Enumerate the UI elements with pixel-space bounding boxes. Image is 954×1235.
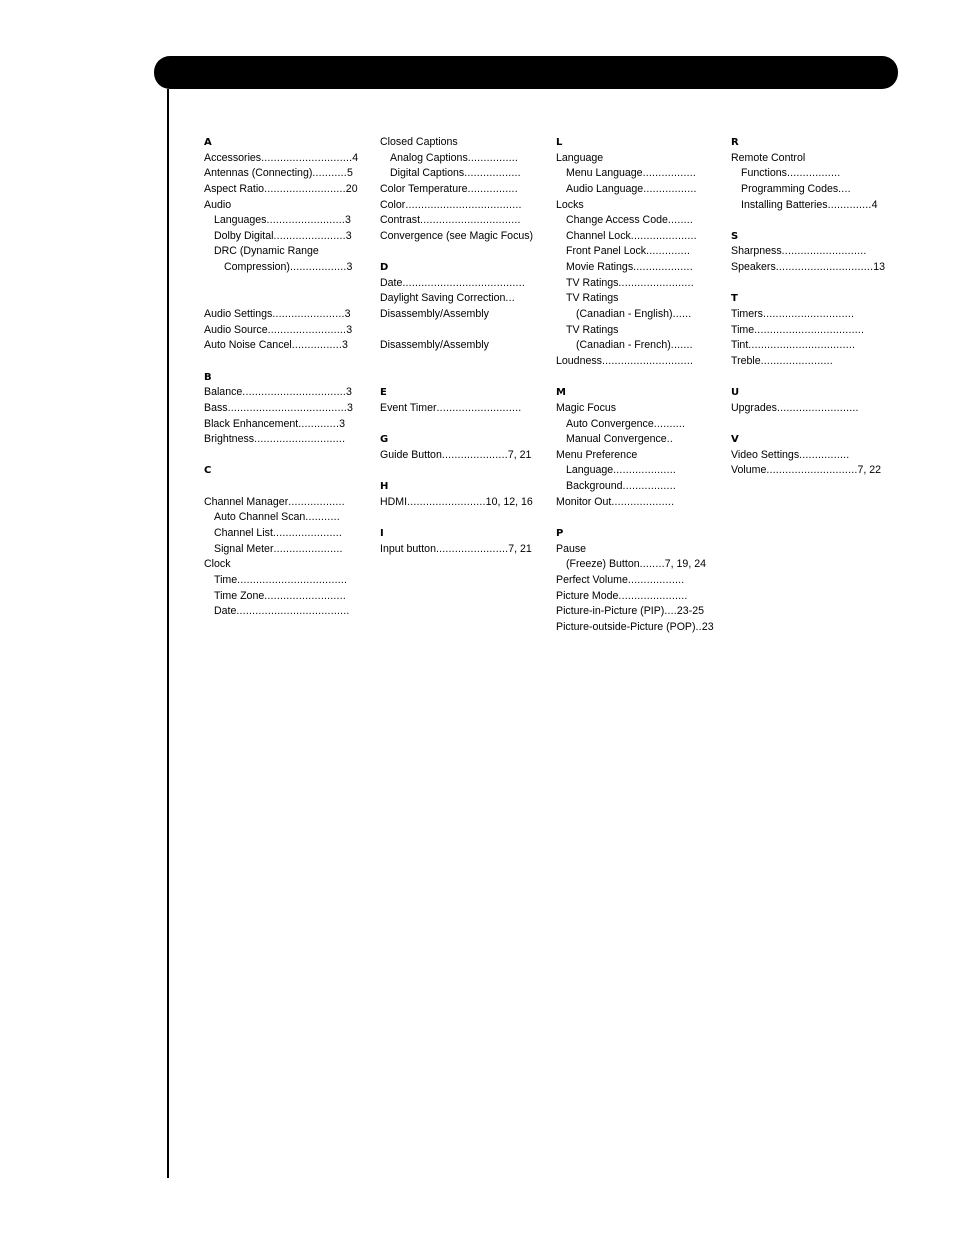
dot-leader: ..................	[464, 167, 521, 180]
index-entry	[204, 182, 374, 198]
index-subentry	[556, 338, 726, 354]
index-term: Pause	[556, 542, 587, 555]
index-term: (Canadian - French)	[576, 339, 671, 352]
index-spacer	[380, 323, 550, 339]
index-page-numbers: 4	[871, 198, 878, 211]
index-term: Guide Button	[380, 448, 442, 461]
index-term: Sharpness	[731, 245, 782, 258]
dot-leader: ...........................	[436, 401, 522, 414]
left-margin-rule	[167, 89, 169, 1178]
index-term: Disassembly/Assembly	[380, 339, 489, 352]
index-term: Channel Lock	[566, 229, 631, 242]
index-entry	[380, 182, 550, 198]
index-term: Compression)	[224, 261, 290, 274]
dot-leader: .......................	[273, 229, 346, 242]
index-term: Languages	[214, 214, 267, 227]
index-term: Event Timer	[380, 401, 437, 414]
index-spacer	[380, 354, 550, 370]
dot-leader: ........	[667, 214, 694, 227]
index-term: Date	[214, 605, 237, 618]
index-entry	[731, 338, 901, 354]
index-entry	[556, 448, 726, 464]
index-term: Clock	[204, 558, 231, 571]
dot-leader: .......................	[272, 308, 345, 321]
index-term: Picture Mode	[556, 589, 619, 602]
index-term: Disassembly/Assembly	[380, 308, 489, 321]
index-term: Input button	[380, 542, 436, 555]
index-entry	[556, 542, 726, 558]
index-entry	[380, 338, 550, 354]
index-term: Background	[566, 480, 623, 493]
dot-leader: ....................................	[236, 605, 350, 618]
index-letter-heading: G	[380, 434, 389, 446]
dot-leader: ................	[467, 182, 518, 195]
index-term: Contrast	[380, 214, 421, 227]
dot-leader: ...................................	[237, 573, 348, 586]
index-subentry	[731, 166, 901, 182]
dot-leader: .........................	[267, 323, 347, 336]
index-term: Digital Captions	[390, 167, 465, 180]
index-term: (Canadian - English)	[576, 308, 673, 321]
index-spacer	[380, 244, 550, 260]
index-letter-heading: P	[556, 528, 564, 540]
index-page-numbers: 3	[346, 323, 353, 336]
index-entry	[556, 573, 726, 589]
index-spacer	[204, 291, 374, 307]
index-letter-heading: C	[204, 465, 212, 477]
index-column-3	[556, 135, 726, 636]
dot-leader: ..	[666, 433, 673, 446]
index-term: Menu Preference	[556, 448, 638, 461]
index-term: Analog Captions	[390, 151, 468, 164]
index-term: Picture-in-Picture (PIP)	[556, 605, 665, 618]
index-page-numbers: 7, 21	[507, 448, 532, 461]
index-letter-heading: I	[380, 528, 384, 540]
index-term: Movie Ratings	[566, 261, 634, 274]
dot-leader: .....................	[441, 448, 508, 461]
index-column-1	[204, 135, 374, 620]
index-column-2	[380, 135, 550, 557]
index-term: Volume	[731, 464, 767, 477]
index-term: Auto Noise Cancel	[204, 339, 292, 352]
index-term: DRC (Dynamic Range	[214, 245, 319, 258]
index-entry	[204, 432, 374, 448]
index-entry	[556, 589, 726, 605]
dot-leader: .......................	[435, 542, 509, 555]
dot-leader: .............................	[601, 354, 694, 367]
dot-leader: ..........................	[776, 401, 859, 414]
header-bar	[154, 56, 898, 89]
index-term: Channel List	[214, 527, 273, 540]
index-spacer	[556, 510, 726, 526]
index-spacer	[380, 370, 550, 386]
index-letter-heading: S	[731, 230, 739, 242]
index-page-numbers: 3	[345, 214, 351, 227]
index-spacer	[204, 479, 374, 495]
index-term: Audio Language	[566, 182, 644, 195]
dot-leader: .......................	[760, 354, 833, 367]
index-subentry	[556, 323, 726, 339]
index-term: Magic Focus	[556, 401, 617, 414]
dot-leader: .................	[643, 182, 697, 195]
index-term: Speakers	[731, 261, 776, 274]
dot-leader: ...	[505, 292, 515, 305]
index-subentry	[204, 542, 374, 558]
index-term: Timers	[731, 308, 763, 321]
index-subentry	[556, 276, 726, 292]
index-entry	[204, 151, 374, 167]
dot-leader: ......................	[273, 542, 343, 555]
dot-leader: .......	[670, 339, 693, 352]
dot-leader: ................................	[420, 214, 521, 227]
index-page-numbers: 3	[346, 261, 353, 274]
index-entry	[556, 604, 726, 620]
dot-leader: ..................	[627, 573, 685, 586]
index-term: Menu Language	[566, 167, 643, 180]
index-page-numbers: 3	[346, 386, 352, 399]
index-spacer	[380, 510, 550, 526]
index-subentry	[556, 432, 726, 448]
index-entry	[731, 463, 901, 479]
index-term: Brightness	[204, 433, 255, 446]
index-entry	[556, 198, 726, 214]
index-entry	[380, 448, 550, 464]
index-term: Signal Meter	[214, 542, 274, 555]
index-entry	[204, 385, 374, 401]
dot-leader: .......................................	[402, 276, 525, 289]
index-subentry	[380, 166, 550, 182]
index-term: Audio Settings	[204, 308, 273, 321]
index-subentry	[204, 213, 374, 229]
dot-leader: ................	[291, 339, 343, 352]
index-column-4	[731, 135, 901, 479]
index-letter-heading: V	[731, 434, 739, 446]
index-entry	[204, 307, 374, 323]
dot-leader: ......	[672, 308, 692, 321]
dot-leader: ....	[838, 182, 851, 195]
index-page-numbers: 7, 19, 24	[664, 558, 706, 571]
index-page-numbers: 3	[347, 401, 353, 414]
index-page-numbers: 23	[701, 620, 714, 633]
dot-leader: .............................	[254, 433, 346, 446]
dot-leader: .............................	[766, 464, 858, 477]
index-term: Video Settings	[731, 448, 800, 461]
index-spacer	[731, 370, 901, 386]
index-term: Upgrades	[731, 401, 777, 414]
index-subentry	[556, 166, 726, 182]
index-subentry	[204, 604, 374, 620]
dot-leader: .........................	[407, 495, 486, 508]
index-term: Time Zone	[214, 589, 265, 602]
dot-leader: ...........	[305, 511, 340, 524]
index-letter-heading: L	[556, 137, 563, 148]
index-term: Audio Source	[204, 323, 268, 336]
index-term: Installing Batteries	[741, 198, 828, 211]
dot-leader: ..........................	[264, 182, 346, 195]
index-entry	[204, 198, 374, 214]
index-page-numbers: 13	[873, 261, 886, 274]
index-term: Auto Channel Scan	[214, 511, 306, 524]
index-term: Daylight Saving Correction	[380, 292, 506, 305]
index-entry	[204, 557, 374, 573]
dot-leader: ..........	[653, 417, 686, 430]
index-term: Color Temperature	[380, 182, 468, 195]
dot-leader: .....................	[630, 229, 697, 242]
index-letter-heading: A	[204, 137, 212, 148]
index-term: Dolby Digital	[214, 229, 274, 242]
index-term: Loudness	[556, 354, 602, 367]
index-letter-heading: D	[380, 262, 389, 274]
dot-leader: ......................	[272, 527, 343, 540]
index-term: Locks	[556, 198, 584, 211]
dot-leader: ................	[799, 448, 850, 461]
index-spacer	[731, 417, 901, 433]
index-term: Change Access Code	[566, 214, 668, 227]
index-term: Time	[214, 573, 238, 586]
index-subentry	[731, 182, 901, 198]
index-entry	[380, 401, 550, 417]
index-term: Black Enhancement	[204, 417, 299, 430]
index-letter-heading: B	[204, 371, 212, 383]
index-spacer	[556, 370, 726, 386]
index-spacer	[380, 417, 550, 433]
dot-leader: ...................	[633, 261, 693, 274]
dot-leader: ....................	[611, 495, 675, 508]
index-entry	[556, 495, 726, 511]
index-subentry	[380, 151, 550, 167]
index-subentry	[556, 244, 726, 260]
index-subentry	[204, 229, 374, 245]
index-page-numbers: 20	[345, 182, 358, 195]
index-letter-heading: T	[731, 293, 738, 305]
dot-leader: ........	[639, 558, 665, 571]
index-entry	[204, 495, 374, 511]
index-entry	[204, 323, 374, 339]
dot-leader: ..................	[289, 261, 347, 274]
index-subentry	[556, 182, 726, 198]
index-term: TV Ratings	[566, 323, 619, 336]
index-page-numbers: 7, 22	[857, 464, 882, 477]
index-subentry	[556, 291, 726, 307]
index-entry	[731, 323, 901, 339]
dot-leader: ...............................	[775, 261, 874, 274]
index-subentry	[556, 229, 726, 245]
index-subentry	[204, 510, 374, 526]
index-page-numbers: 5	[346, 167, 353, 180]
index-subentry	[556, 463, 726, 479]
index-term: Channel Manager	[204, 495, 289, 508]
index-entry	[380, 291, 550, 307]
index-entry	[204, 417, 374, 433]
dot-leader: .............	[298, 417, 340, 430]
index-term: Audio	[204, 198, 232, 211]
index-term: Functions	[741, 167, 787, 180]
index-entry	[380, 307, 550, 323]
index-entry	[731, 401, 901, 417]
dot-leader: .................	[786, 167, 841, 180]
index-term: Monitor Out	[556, 495, 612, 508]
dot-leader: .............................	[261, 151, 353, 164]
dot-leader: ..........................	[264, 589, 346, 602]
dot-leader: .........................	[266, 214, 346, 227]
index-page-numbers: 3	[342, 339, 348, 352]
index-term: Color	[380, 198, 406, 211]
index-term: Bass	[204, 401, 228, 414]
index-subentry	[204, 526, 374, 542]
index-term: Remote Control	[731, 151, 806, 164]
index-term: Auto Convergence	[566, 417, 654, 430]
index-subentry	[556, 557, 726, 573]
index-page-numbers: 4	[352, 151, 359, 164]
index-entry	[204, 338, 374, 354]
dot-leader: ..................	[288, 495, 345, 508]
dot-leader: ......................................	[227, 401, 348, 414]
index-entry	[380, 135, 550, 151]
index-subentry	[204, 260, 374, 276]
index-page-numbers: 23-25	[676, 605, 705, 618]
index-term: (Freeze) Button	[566, 558, 640, 571]
index-term: Language	[566, 464, 614, 477]
index-entry	[204, 166, 374, 182]
dot-leader: ....................	[613, 464, 677, 477]
dot-leader: .................................	[242, 386, 347, 399]
index-subentry	[204, 573, 374, 589]
index-term: Convergence (see Magic Focus)	[380, 229, 534, 242]
index-entry	[204, 401, 374, 417]
index-entry	[380, 276, 550, 292]
index-subentry	[204, 589, 374, 605]
index-spacer	[204, 448, 374, 464]
index-entry	[731, 244, 901, 260]
index-term: Picture-outside-Picture (POP)	[556, 620, 696, 633]
index-term: HDMI	[380, 495, 408, 508]
index-spacer	[731, 276, 901, 292]
index-entry	[556, 620, 726, 636]
index-term: Time	[731, 323, 755, 336]
index-entry	[380, 198, 550, 214]
dot-leader: ...................................	[754, 323, 865, 336]
index-letter-heading: R	[731, 137, 739, 148]
index-entry	[731, 448, 901, 464]
index-spacer	[204, 276, 374, 292]
index-subentry	[556, 417, 726, 433]
index-page-numbers: 7, 21	[508, 542, 532, 555]
index-term: Language	[556, 151, 604, 164]
index-term: Balance	[204, 386, 243, 399]
index-term: Tint	[731, 339, 749, 352]
index-page-numbers: 3	[344, 308, 351, 321]
index-entry	[380, 213, 550, 229]
index-letter-heading: U	[731, 387, 740, 399]
index-subentry	[556, 479, 726, 495]
index-term: Accessories	[204, 151, 262, 164]
index-entry	[556, 151, 726, 167]
index-entry	[380, 495, 550, 511]
index-term: Front Panel Lock	[566, 245, 647, 258]
index-subentry	[556, 213, 726, 229]
dot-leader: .................	[622, 480, 676, 493]
index-entry	[380, 229, 550, 245]
dot-leader: ..............	[646, 245, 691, 258]
index-term: Date	[380, 276, 403, 289]
index-term: Programming Codes	[741, 182, 839, 195]
index-letter-heading: H	[380, 481, 389, 493]
index-subentry	[204, 244, 374, 260]
dot-leader: ...........................	[781, 245, 867, 258]
dot-leader: ..................................	[748, 339, 856, 352]
index-page-numbers: 3	[345, 229, 352, 242]
index-term: TV Ratings	[566, 276, 619, 289]
index-subentry	[556, 307, 726, 323]
index-subentry	[731, 198, 901, 214]
dot-leader: ................	[467, 151, 519, 164]
dot-leader: ..............	[827, 198, 872, 211]
index-term: Treble	[731, 354, 761, 367]
dot-leader: ..	[695, 620, 702, 633]
index-entry	[731, 354, 901, 370]
dot-leader: ....	[664, 605, 677, 618]
index-spacer	[731, 213, 901, 229]
index-subentry	[556, 260, 726, 276]
dot-leader: ........................	[618, 276, 694, 289]
index-entry	[731, 260, 901, 276]
dot-leader: .............................	[762, 308, 855, 321]
index-entry	[380, 542, 550, 558]
index-term: Aspect Ratio	[204, 182, 265, 195]
dot-leader: .....................................	[405, 198, 522, 211]
dot-leader: ...........	[312, 167, 347, 180]
index-term: Perfect Volume	[556, 573, 628, 586]
index-letter-heading: E	[380, 387, 387, 399]
index-entry	[731, 151, 901, 167]
index-entry	[556, 401, 726, 417]
index-letter-heading: M	[556, 387, 566, 399]
index-term: Antennas (Connecting)	[204, 167, 313, 180]
index-term: TV Ratings	[566, 292, 619, 305]
index-term: Closed Captions	[380, 136, 458, 148]
index-entry	[731, 307, 901, 323]
dot-leader: .................	[642, 167, 697, 180]
index-page-numbers: 10, 12, 16	[485, 495, 533, 508]
index-term: Manual Convergence	[566, 433, 667, 446]
dot-leader: ......................	[618, 589, 688, 602]
index-page-numbers: 3	[339, 417, 346, 430]
index-spacer	[380, 463, 550, 479]
index-entry	[556, 354, 726, 370]
index-spacer	[204, 354, 374, 370]
